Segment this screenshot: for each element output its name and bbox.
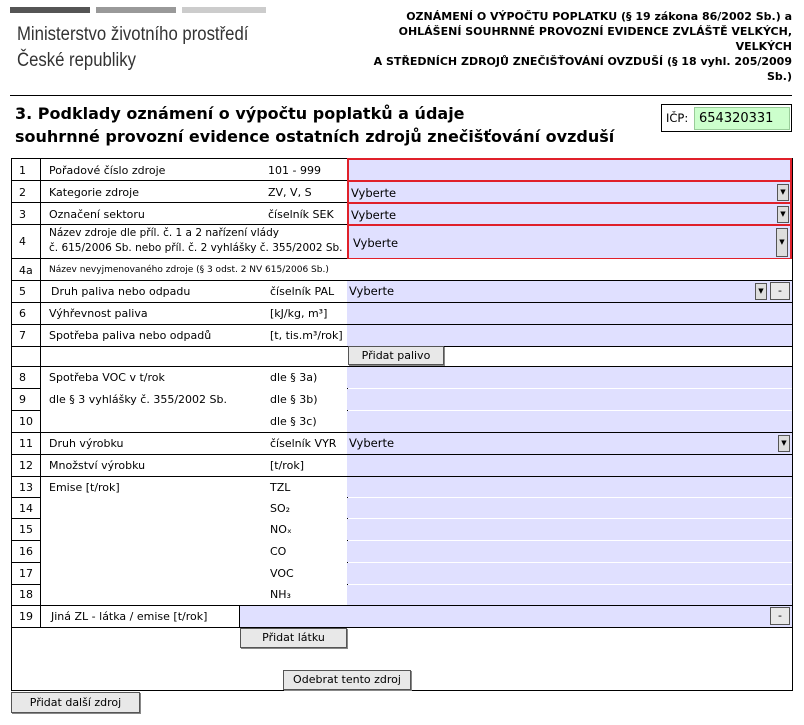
header-stripe-dark <box>10 7 90 13</box>
divider <box>11 518 41 519</box>
row-unit: ZV, V, S <box>268 186 312 199</box>
row-number: 6 <box>19 307 26 320</box>
row-unit: VOC <box>270 567 294 580</box>
doc-title-line1: OZNÁMENÍ O VÝPOČTU POPLATKU (§ 19 zákona 86/2002 Sb.) a <box>406 10 792 23</box>
row-number: 1 <box>19 164 26 177</box>
emission-nox-input[interactable] <box>347 519 792 540</box>
select-value: Vyberte <box>349 436 395 450</box>
fuel-type-select[interactable] <box>347 281 792 302</box>
row-label-fuel-type: Druh paliva nebo odpadu <box>51 285 191 298</box>
divider <box>11 497 41 498</box>
header-stripe-mid <box>96 7 176 13</box>
row-unit: dle § 3c) <box>270 415 317 428</box>
header-stripe-light <box>182 7 266 13</box>
document-title <box>352 9 792 84</box>
emission-co-input[interactable] <box>347 541 792 562</box>
row-number: 11 <box>19 437 33 450</box>
fuel-consumption-input[interactable] <box>347 325 792 346</box>
row-label-fuel-consumption: Spotřeba paliva nebo odpadů <box>49 329 212 342</box>
divider <box>11 410 41 411</box>
calorific-value-input[interactable] <box>347 303 792 324</box>
row-number: 15 <box>19 523 33 536</box>
row-label-calorific-value: Výhřevnost paliva <box>49 307 148 320</box>
row-number: 12 <box>19 459 33 472</box>
divider <box>11 540 41 541</box>
remove-substance-button[interactable]: - <box>770 607 790 625</box>
row-label-product-quantity: Množství výrobku <box>49 459 146 472</box>
select-value: Vyberte <box>351 208 397 222</box>
ministry-line1: Ministerstvo životního prostředí <box>17 24 249 45</box>
icp-value-field[interactable]: 654320331 <box>694 107 790 130</box>
voc-3a-input[interactable] <box>347 367 792 388</box>
divider <box>11 562 41 563</box>
row-number: 3 <box>19 208 26 221</box>
row-unit: číselník PAL <box>270 285 335 298</box>
section-title-line1: 3. Podklady oznámení o výpočtu poplatků a údaje <box>15 104 465 123</box>
remove-fuel-button[interactable]: - <box>770 282 790 300</box>
row-unit: CO <box>270 545 287 558</box>
row-number: 14 <box>19 502 33 515</box>
product-type-select[interactable] <box>347 433 792 454</box>
row-label-source-name-line2: č. 615/2006 Sb. nebo příl. č. 2 vyhlášky č. 355/2002 Sb. <box>49 242 343 254</box>
row-label-source-category: Kategorie zdroje <box>49 186 139 199</box>
row-label-unlisted-source: Název nevyjmenovaného zdroje (§ 3 odst. 2 NV 615/2006 Sb.) <box>49 265 329 275</box>
ministry-name <box>17 22 248 74</box>
row-number: 4 <box>19 235 26 248</box>
select-value: Vyberte <box>351 186 397 200</box>
row-label-voc-consumption: Spotřeba VOC v t/rok <box>49 371 165 384</box>
divider <box>40 158 41 628</box>
row-unit: dle § 3b) <box>270 393 318 406</box>
doc-title-line3: A STŘEDNÍCH ZDROJŮ ZNEČIŠŤOVÁNÍ OVZDUŠÍ (§ 18 vyhl. 205/2009 Sb.) <box>373 55 792 83</box>
row-label-product-type: Druh výrobku <box>49 437 124 450</box>
row-label-sector: Označení sektoru <box>49 208 145 221</box>
voc-3c-input[interactable] <box>347 411 792 432</box>
dropdown-arrow-icon[interactable]: ▼ <box>777 206 789 223</box>
divider <box>11 627 793 628</box>
row-unit: SO₂ <box>270 502 291 515</box>
other-pollutant-emission-input[interactable] <box>347 606 792 627</box>
row-number: 18 <box>19 588 33 601</box>
row-unit: [kJ/kg, m³] <box>270 307 328 320</box>
row-unit: 101 - 999 <box>268 164 321 177</box>
divider <box>11 584 41 585</box>
dropdown-arrow-icon[interactable]: ▼ <box>776 228 788 257</box>
row-label-other-pollutant: Jiná ZL - látka / emise [t/rok] <box>51 610 208 623</box>
ministry-line2: České republiky <box>17 50 136 71</box>
icp-label: IČP: <box>666 111 689 125</box>
row-number: 19 <box>19 610 33 623</box>
other-pollutant-name-input[interactable] <box>240 606 347 627</box>
row-unit: NH₃ <box>270 588 291 601</box>
row-number: 2 <box>19 186 26 199</box>
dropdown-arrow-icon[interactable]: ▼ <box>777 184 789 201</box>
dropdown-arrow-icon[interactable]: ▼ <box>755 283 767 300</box>
row-label-source-name-line1: Název zdroje dle příl. č. 1 a 2 nařízení vlády <box>49 227 279 239</box>
header-rule <box>10 95 792 96</box>
row-number: 9 <box>19 393 26 406</box>
source-number-input[interactable] <box>347 158 792 182</box>
icp-box <box>661 104 792 132</box>
add-substance-button[interactable]: Přidat látku <box>240 628 347 648</box>
source-category-select[interactable] <box>347 180 792 204</box>
add-fuel-button[interactable]: Přidat palivo <box>348 346 444 365</box>
row-label-voc-regulation: dle § 3 vyhlášky č. 355/2002 Sb. <box>49 393 227 406</box>
emission-so2-input[interactable] <box>347 498 792 518</box>
remove-source-button[interactable]: Odebrat tento zdroj <box>283 670 411 690</box>
row-number: 16 <box>19 545 33 558</box>
row-unit: dle § 3a) <box>270 371 318 384</box>
row-number: 13 <box>19 481 33 494</box>
row-number: 4a <box>19 264 33 277</box>
row-number: 10 <box>19 415 33 428</box>
dropdown-arrow-icon[interactable]: ▼ <box>778 435 790 452</box>
row-label-emissions: Emise [t/rok] <box>49 481 120 494</box>
sector-select[interactable] <box>347 202 792 226</box>
row-number: 8 <box>19 371 26 384</box>
unlisted-source-input[interactable] <box>347 259 792 280</box>
row-number: 5 <box>19 285 26 298</box>
row-unit: [t, tis.m³/rok] <box>270 329 343 342</box>
doc-title-line2: OHLÁŠENÍ SOUHRNNÉ PROVOZNÍ EVIDENCE ZVLÁŠTĚ VELKÝCH, VELKÝCH <box>398 25 792 53</box>
select-value: Vyberte <box>349 284 395 298</box>
section-title <box>15 102 614 148</box>
row-unit: TZL <box>270 481 291 494</box>
product-quantity-input[interactable] <box>347 455 792 476</box>
emission-voc-input[interactable] <box>347 563 792 584</box>
emission-nh3-input[interactable] <box>347 585 792 605</box>
add-source-button[interactable]: Přidat další zdroj <box>11 692 140 713</box>
emission-tzl-input[interactable] <box>347 477 792 497</box>
row-number: 17 <box>19 567 33 580</box>
row-unit: číselník SEK <box>268 208 334 221</box>
source-name-select[interactable] <box>347 224 792 260</box>
row-unit: [t/rok] <box>270 459 304 472</box>
select-value: Vyberte <box>353 236 399 250</box>
section-title-line2: souhrnné provozní evidence ostatních zdrojů znečišťování ovzduší <box>15 127 615 146</box>
row-unit: číselník VYR <box>270 437 337 450</box>
voc-3b-input[interactable] <box>347 389 792 410</box>
row-unit: NOₓ <box>270 523 292 536</box>
row-label-source-number: Pořadové číslo zdroje <box>49 164 166 177</box>
divider <box>11 388 41 389</box>
row-number: 7 <box>19 329 26 342</box>
